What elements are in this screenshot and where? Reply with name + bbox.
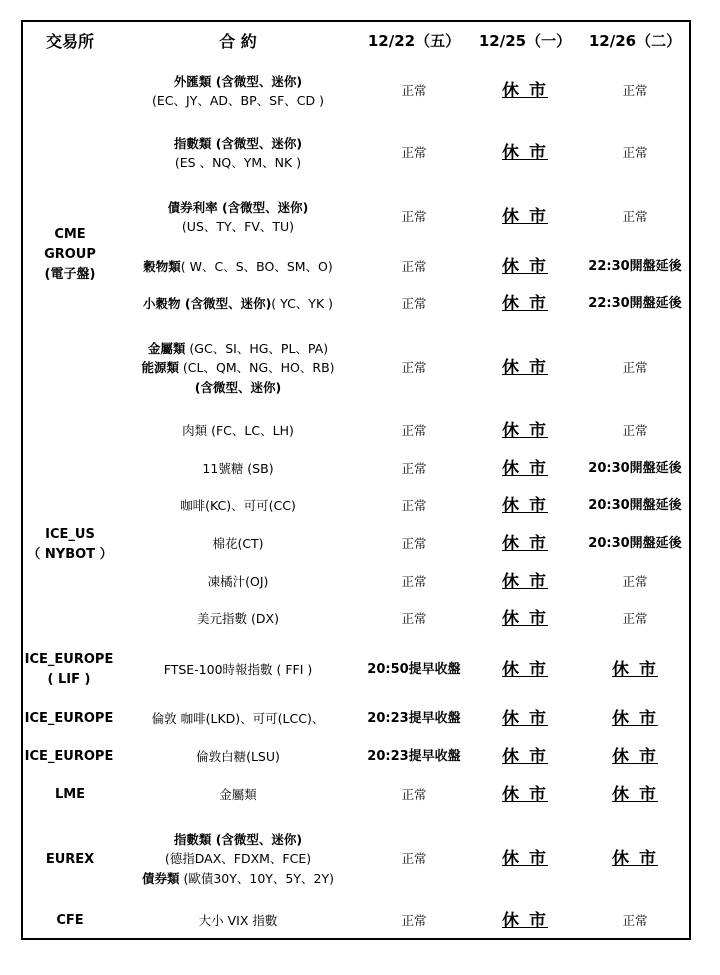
contract-lme-metal: 金屬類 (219, 787, 257, 803)
status-fx-1226: 正常 (622, 83, 648, 99)
status-sugar11-1225: 休 市 (502, 458, 548, 479)
status-index-1222: 正常 (401, 145, 427, 161)
header-exchange: 交易所 (45, 31, 94, 51)
contract-cotton: 棉花(CT) (212, 536, 264, 552)
status-grain-1225: 休 市 (502, 256, 548, 277)
exchange-cme-line1: CME (54, 226, 86, 242)
status-sugar11-1222: 正常 (401, 461, 427, 477)
header-date-1225: 12/25（一） (478, 32, 572, 51)
exchange-cme-line2: GROUP (44, 246, 96, 262)
status-sugar11-1226: 20:30開盤延後 (588, 460, 682, 476)
exchange-lme-line1: LME (54, 786, 86, 802)
contract-energy-line (141, 358, 334, 377)
contract-index-title: 指數類 (含微型、迷你) (173, 135, 303, 151)
exchange-ice-europe-b (20, 742, 118, 772)
status-metal-1225: 休 市 (502, 357, 548, 378)
exchange-ice-europe-a-line1: ICE_EUROPE (24, 710, 114, 726)
contract-grain (118, 252, 358, 282)
status-bond-1222: 正常 (401, 209, 427, 225)
status-lme-1225: 休 市 (502, 784, 548, 805)
status-ftse-1222: 20:50提早收盤 (367, 661, 461, 677)
status-small-grain-1225: 休 市 (502, 293, 548, 314)
status-dx-1225: 休 市 (502, 608, 548, 629)
exchange-ice-us (22, 510, 118, 580)
contract-bond-title: 債券利率 (含微型、迷你) (167, 199, 309, 215)
contract-small-grain-title: 小穀物 (含微型、迷你) (143, 296, 272, 312)
status-lme-1222: 正常 (401, 787, 427, 803)
contract-ftse: FTSE-100時報指數 ( FFI ) (163, 662, 313, 678)
exchange-ice-europe-lif (20, 646, 118, 694)
status-metal-1222: 正常 (401, 360, 427, 376)
contract-metal-title: 金屬類 (147, 340, 186, 356)
status-oj-1226: 正常 (622, 574, 648, 590)
status-small-grain-1226: 22:30開盤延後 (588, 295, 682, 311)
status-vix-1226: 正常 (622, 913, 648, 929)
contract-energy-codes: (CL、QM、NG、HO、RB) (178, 360, 335, 376)
contract-small-grain-codes: ( YC、YK ) (271, 296, 333, 312)
contract-eurex-bond-line (142, 869, 334, 888)
contract-oj: 凍橘汁(OJ) (207, 574, 269, 590)
status-ftse-1226: 休 市 (612, 659, 658, 680)
contract-london-sugar: 倫敦白糖(LSU) (196, 749, 280, 765)
status-eurex-1226: 休 市 (612, 848, 658, 869)
status-dx-1226: 正常 (622, 611, 648, 627)
status-cotton-1222: 正常 (401, 536, 427, 552)
contract-energy-mini: (含微型、迷你) (194, 379, 282, 395)
status-index-1225: 休 市 (502, 142, 548, 163)
header-date-1226: 12/26（二） (588, 32, 682, 51)
exchange-cme (22, 210, 118, 300)
contract-eurex-title: 指數類 (含微型、迷你) (173, 831, 303, 847)
status-london-coffee-1226: 休 市 (612, 708, 658, 729)
contract-eurex-bond-title: 債券類 (141, 870, 180, 886)
exchange-cme-line3: (電子盤) (44, 267, 96, 283)
exchange-ice-europe-lif-line2: ( LIF ) (47, 672, 91, 687)
exchange-ice-europe-lif-line1: ICE_EUROPE (24, 651, 114, 667)
exchange-ice-europe-b-line1: ICE_EUROPE (24, 748, 114, 764)
contract-metal-codes: (GC、SI、HG、PL、PA) (185, 340, 329, 356)
contract-energy-title: 能源類 (141, 360, 179, 376)
status-bond-1226: 正常 (622, 209, 648, 225)
status-grain-1222: 正常 (401, 259, 427, 275)
status-fx-1225: 休 市 (502, 80, 548, 101)
status-index-1226: 正常 (622, 145, 648, 161)
status-ftse-1225: 休 市 (502, 659, 548, 680)
exchange-cfe-line1: CFE (56, 912, 84, 928)
contract-bond (118, 190, 358, 244)
status-vix-1222: 正常 (401, 913, 427, 929)
status-meat-1226: 正常 (622, 423, 648, 439)
status-fx-1222: 正常 (401, 83, 427, 99)
exchange-ice-us-line2: （ NYBOT ） (27, 547, 113, 562)
header-date-1222: 12/22（五） (367, 32, 461, 51)
contract-metal-line (148, 339, 328, 358)
contract-fx-codes: (EC、JY、AD、BP、SF、CD ) (152, 93, 324, 108)
exchange-cfe (22, 906, 118, 936)
status-lme-1226: 休 市 (612, 784, 658, 805)
header-contract: 合 約 (219, 31, 257, 51)
contract-dx: 美元指數 (DX) (197, 611, 279, 627)
status-london-sugar-1222: 20:23提早收盤 (367, 748, 461, 764)
contract-grain-title: 穀物類 (143, 259, 181, 275)
exchange-ice-europe-a (20, 704, 118, 734)
contract-grain-codes: ( W、C、S、BO、SM、O) (180, 259, 333, 275)
contract-fx (118, 64, 358, 118)
status-vix-1225: 休 市 (502, 910, 548, 931)
contract-metal-energy (118, 330, 358, 406)
contract-coffee: 咖啡(KC)、可可(CC) (180, 498, 296, 514)
contract-index-codes: (ES 、NQ、YM、NK ) (174, 155, 302, 170)
status-cotton-1225: 休 市 (502, 533, 548, 554)
status-london-sugar-1225: 休 市 (502, 746, 548, 767)
contract-eurex (118, 820, 358, 898)
status-dx-1222: 正常 (401, 611, 427, 627)
status-oj-1222: 正常 (401, 574, 427, 590)
status-grain-1226: 22:30開盤延後 (588, 258, 682, 274)
status-coffee-1222: 正常 (401, 498, 427, 514)
contract-vix: 大小 VIX 指數 (198, 913, 278, 929)
status-london-sugar-1226: 休 市 (612, 746, 658, 767)
status-meat-1225: 休 市 (502, 420, 548, 441)
status-bond-1225: 休 市 (502, 206, 548, 227)
status-coffee-1225: 休 市 (502, 495, 548, 516)
status-coffee-1226: 20:30開盤延後 (588, 497, 682, 513)
status-london-coffee-1225: 休 市 (502, 708, 548, 729)
exchange-eurex (22, 840, 118, 880)
contract-eurex-codes: (德指DAX、FDXM、FCE) (164, 851, 312, 867)
contract-london-coffee: 倫敦 咖啡(LKD)、可可(LCC)、 (151, 711, 325, 727)
status-london-coffee-1222: 20:23提早收盤 (367, 710, 461, 726)
status-cotton-1226: 20:30開盤延後 (588, 535, 682, 551)
status-meat-1222: 正常 (401, 423, 427, 439)
contract-bond-codes: (US、TY、FV、TU) (181, 219, 295, 234)
contract-sugar11: 11號糖 (SB) (202, 461, 274, 477)
status-small-grain-1222: 正常 (401, 296, 427, 312)
status-metal-1226: 正常 (622, 360, 648, 376)
contract-fx-title: 外匯類 (含微型、迷你) (173, 73, 303, 89)
status-oj-1225: 休 市 (502, 571, 548, 592)
contract-small-grain (118, 289, 358, 319)
exchange-lme (22, 780, 118, 810)
exchange-eurex-line1: EUREX (45, 851, 95, 867)
exchange-ice-us-line1: ICE_US (45, 526, 95, 542)
status-eurex-1222: 正常 (401, 851, 427, 867)
contract-index (118, 126, 358, 180)
status-eurex-1225: 休 市 (502, 848, 548, 869)
contract-eurex-bond-codes: (歐債30Y、10Y、5Y、2Y) (179, 870, 334, 886)
contract-meat: 肉類 (FC、LC、LH) (182, 423, 294, 439)
